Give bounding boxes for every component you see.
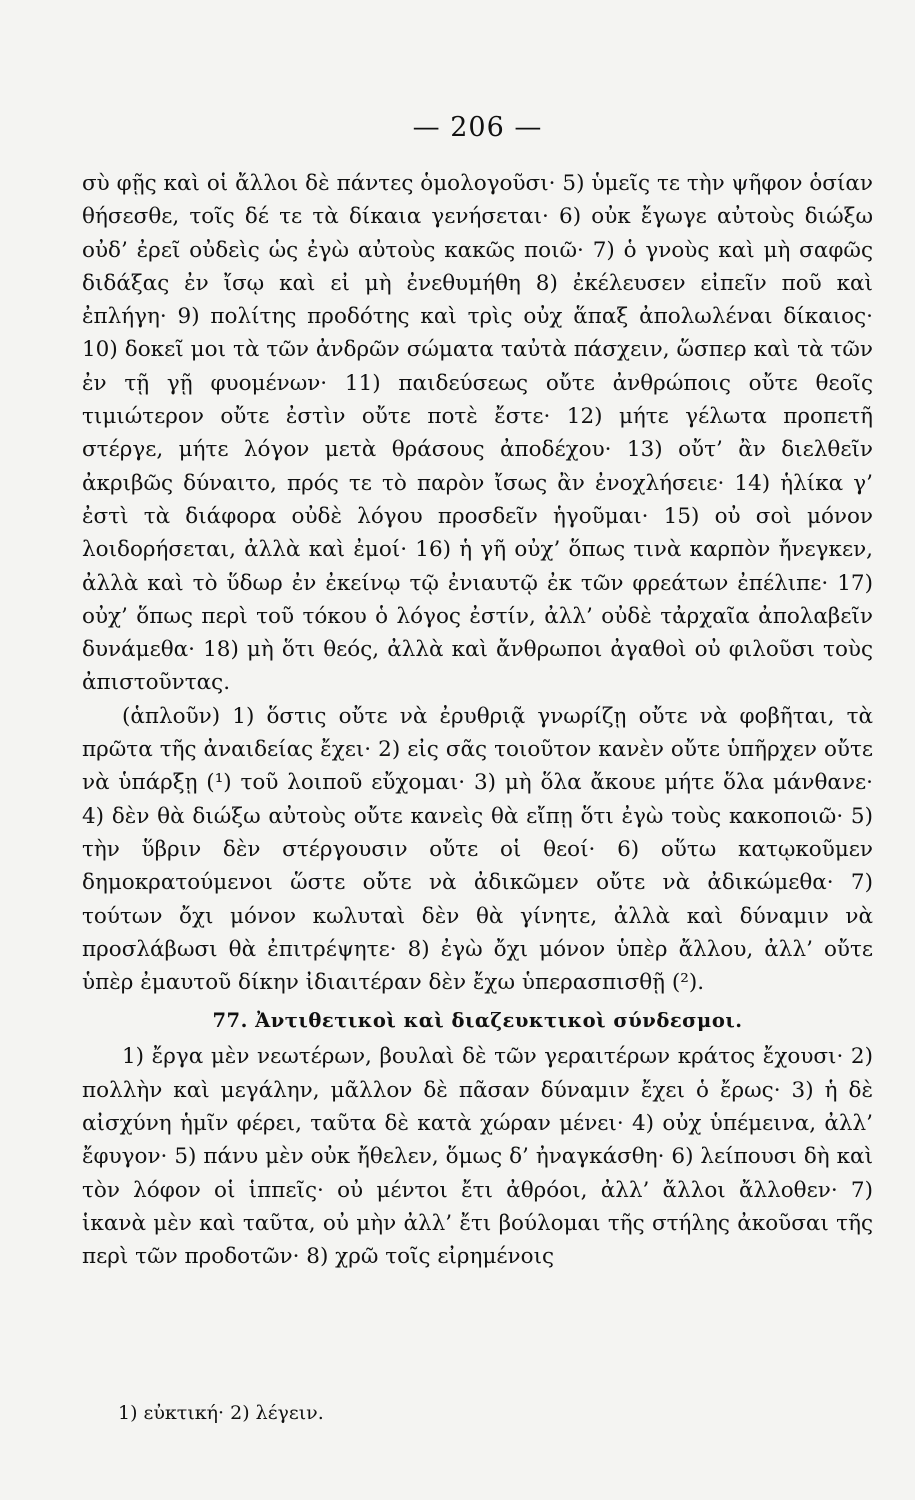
main-text — [82, 167, 873, 1274]
exercise-paragraph-simple: (ἁπλοῦν) 1) ὅστις οὔτε νὰ ἐρυθριᾷ γνωρίζῃ οὔτε νὰ φοβῆται, τὰ πρῶτα τῆς ἀναιδείας ἔχει· 2) εἰς σᾶς τοιοῦτον κανὲν οὔτε ὑπῆρχεν οὔτε νὰ ὑπάρξῃ (¹) τοῦ λοιποῦ εὔχομαι· 3) μὴ ὅλα ἄκουε μήτε ὅλα μάνθανε· 4) δὲν θὰ διώξω αὐτοὺς οὔτε κανεὶς θὰ εἴπῃ ὅτι ἐγὼ τοὺς κακοποιῶ· 5) τὴν ὕβριν δὲν στέργουσιν οὔτε οἱ θεοί· 6) οὕτω κατῳκοῦμεν δημοκρατούμενοι ὥστε οὔτε νὰ ἀδικῶμεν οὔτε νὰ ἀδικώμεθα· 7) τούτων ὄχι μόνον κωλυταὶ δὲν θὰ γίνητε, ἀλλὰ καὶ δύναμιν νὰ προσλάβωσι θὰ ἐπιτρέψητε· 8) ἐγὼ ὄχι μόνον ὑπὲρ ἄλλου, ἀλλ’ οὔτε ὑπὲρ ἐμαυτοῦ δίκην ἰδιαιτέραν δὲν ἔχω ὑπερασπισθῇ (²). — [82, 703, 873, 996]
exercise-paragraph-continued: σὺ φῇς καὶ οἱ ἄλλοι δὲ πάντες ὁμολογοῦσι· 5) ὑμεῖς τε τὴν ψῆφον ὁσίαν θήσεσθε, τοῖς δέ τε τὰ δίκαια γενήσεται· 6) οὐκ ἔγωγε αὐτοὺς διώξω οὐδ’ ἐρεῖ οὐδεὶς ὡς ἐγὼ αὐτοὺς κακῶς ποιῶ· 7) ὁ γνοὺς καὶ μὴ σαφῶς διδάξας ἐν ἴσῳ καὶ εἰ μὴ ἐνεθυμήθη 8) ἐκέλευσεν εἰπεῖν ποῦ καὶ ἐπλήγη· 9) πολίτης προδότης καὶ τρὶς οὐχ ἅπαξ ἀπολωλέναι δίκαιος· 10) δοκεῖ μοι τὰ τῶν ἀνδρῶν σώματα ταὐτὰ πάσχειν, ὥσπερ καὶ τὰ τῶν ἐν τῇ γῇ φυομένων· 11) παιδεύσεως οὔτε ἀνθρώποις οὔτε θεοῖς τιμιώτερον οὔτε ἐστὶν οὔτε ποτὲ ἔστε· 12) μήτε γέλωτα προπετῆ στέργε, μήτε λόγον μετὰ θράσους ἀποδέχου· 13) οὔτ’ ἂν διελθεῖν ἀκριβῶς δύναιτο, πρός τε τὸ παρὸν ἴσως ἂν ἐνοχλήσειε· 14) ἡλίκα γ’ ἐστὶ τὰ διάφορα οὐδὲ λόγου προσδεῖν ἡγοῦμαι· 15) οὐ σοὶ μόνον λοιδορήσεται, ἀλλὰ καὶ ἐμοί· 16) ἡ γῆ οὐχ’ ὅπως τινὰ καρπὸν ἤνεγκεν, ἀλλὰ καὶ τὸ ὕδωρ ἐν ἐκείνῳ τῷ ἐνιαυτῷ ἐκ τῶν φρεάτων ἐπέλιπε· 17) οὐχ’ ὅπως περὶ τοῦ τόκου ὁ λόγος ἐστίν, ἀλλ’ οὐδὲ τἀρχαῖα ἀπολαβεῖν δυνάμεθα· 18) μὴ ὅτι θεός, ἀλλὰ καὶ ἄνθρωποι ἀγαθοὶ οὐ φιλοῦσι τοὺς ἀπιστοῦντας. — [82, 171, 873, 696]
footnotes: 1) εὐκτική· 2) λέγειν. — [118, 1402, 324, 1424]
section-paragraph: 1) ἔργα μὲν νεωτέρων, βουλαὶ δὲ τῶν γεραιτέρων κράτος ἔχουσι· 2) πολλὴν καὶ μεγάλην, μᾶλλον δὲ πᾶσαν δύναμιν ἔχει ὁ ἔρως· 3) ἡ δὲ αἰσχύνη ἡμῖν φέρει, ταῦτα δὲ κατὰ χώραν μένει· 4) οὐχ ὑπέμεινα, ἀλλ’ ἔφυγον· 5) πάνυ μὲν οὐκ ἤθελεν, ὅμως δ’ ἠναγκάσθη· 6) λείπουσι δὴ καὶ τὸν λόφον οἱ ἱππεῖς· οὐ μέντοι ἔτι ἀθρόοι, ἀλλ’ ἄλλοι ἄλλοθεν· 7) ἱκανὰ μὲν καὶ ταῦτα, οὐ μὴν ἀλλ’ ἔτι βούλομαι τῆς στήλης ἀκοῦσαι τῆς περὶ τῶν προδοτῶν· 8) χρῶ τοῖς εἰρημένοις — [82, 1044, 873, 1270]
section-heading: 77. Ἀντιθετικοὶ καὶ διαζευκτικοὶ σύνδεσμοι. — [212, 1009, 743, 1033]
page-number: — 206 — — [412, 112, 543, 143]
footnote-divider — [82, 1378, 542, 1379]
